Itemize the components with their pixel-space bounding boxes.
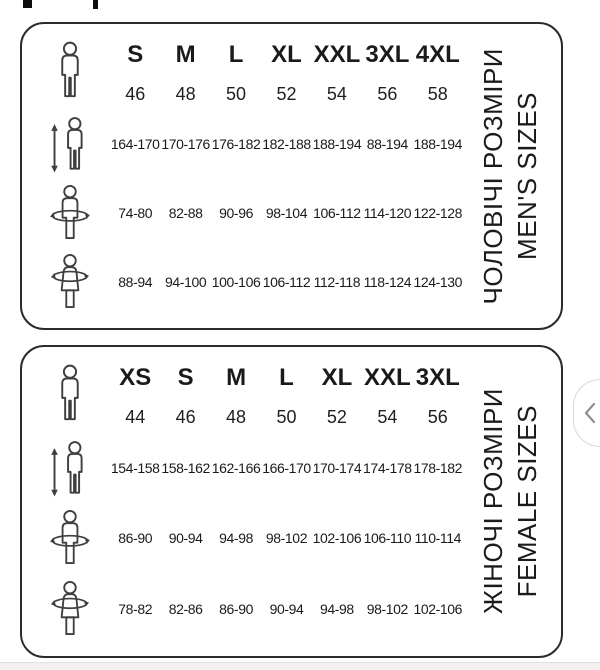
height-range-cell: 174-178 [363,460,412,477]
height-range-cell: 182-188 [262,136,311,153]
waist-range-cell: 110-114 [414,530,462,547]
mens-title-english: MEN'S SIZES [511,92,542,260]
hip-range-cell: 118-124 [363,273,412,290]
hip-range-cell: 106-112 [262,273,311,290]
size-label: S [177,364,194,391]
womens-size-table [22,347,463,656]
size-label: XXL [364,364,411,391]
size-number-cell: 56 [377,83,398,104]
hip-girth-icon [44,579,96,639]
waist-range-cell: 106-112 [313,204,361,221]
size-number-cell: 52 [276,83,297,104]
size-number-cell: 58 [427,83,448,104]
height-range-cell: 170-176 [161,136,210,153]
mens-size-table [22,24,463,328]
waist-range-cell: 90-96 [219,204,253,221]
size-label: 4XL [415,41,460,68]
womens-size-card [20,345,563,658]
hip-range-cell: 82-86 [168,600,203,617]
size-number-cell: 54 [326,83,347,104]
waist-range-cell: 102-106 [312,530,362,547]
waist-range-cell: 90-94 [168,530,203,547]
bottom-divider-bar [0,662,600,670]
waist-range-cell: 98-104 [265,204,308,221]
womens-title-english: FEMALE SIZES [511,405,542,598]
womens-title-ukrainian: ЖІНОЧІ РОЗМІРИ [477,388,508,615]
size-number-cell: 50 [226,83,247,104]
size-label: M [175,41,196,68]
height-range-cell: 188-194 [312,136,362,153]
cropped-text-fragment [23,0,32,8]
size-number-cell: 50 [276,406,297,427]
size-label: XS [119,364,152,391]
height-range-cell: 88-194 [366,136,408,153]
mens-title-ukrainian: ЧОЛОВІЧІ РОЗМІРИ [477,47,508,305]
person-icon [50,41,90,101]
height-range-cell: 164-170 [110,136,160,153]
waist-range-cell: 98-102 [265,530,308,547]
hip-range-cell: 102-106 [413,600,463,617]
height-icon [47,438,93,498]
height-range-cell: 176-182 [211,136,261,153]
hip-girth-icon [44,252,96,312]
hip-range-cell: 94-100 [165,273,207,290]
waist-range-cell: 74-80 [118,204,153,221]
mens-size-card [20,22,563,330]
size-label: 3XL [365,41,410,68]
waist-girth-icon [44,508,96,568]
hip-range-cell: 100-106 [211,273,261,290]
height-icon [47,114,93,174]
waist-range-cell: 114-120 [363,204,412,221]
size-number-cell: 48 [226,406,247,427]
carousel-prev-button[interactable] [573,379,600,447]
size-number-cell: 56 [427,406,448,427]
height-range-cell: 170-174 [312,460,362,477]
waist-range-cell: 86-90 [118,530,153,547]
size-number-cell: 44 [125,406,146,427]
size-number-cell: 48 [175,83,196,104]
waist-range-cell: 122-128 [413,204,463,221]
hip-range-cell: 112-118 [313,273,361,290]
waist-range-cell: 94-98 [219,530,253,547]
hip-range-cell: 88-94 [118,273,153,290]
height-range-cell: 154-158 [110,460,160,477]
mens-card-titles [463,24,561,328]
size-label: XL [321,364,353,391]
person-icon [50,364,90,424]
hip-range-cell: 124-130 [413,273,463,290]
chevron-left-icon [582,400,598,426]
size-number-cell: 52 [326,406,347,427]
height-range-cell: 166-170 [262,460,311,477]
size-label: M [226,364,247,391]
size-number-cell: 54 [377,406,398,427]
hip-range-cell: 86-90 [219,600,253,617]
size-label: L [279,364,294,391]
height-range-cell: 188-194 [413,136,463,153]
size-label: 3XL [415,364,460,391]
height-range-cell: 162-166 [211,460,261,477]
size-label: L [228,41,244,68]
waist-range-cell: 82-88 [168,204,203,221]
cropped-text-fragment [93,0,98,9]
womens-card-titles [463,347,561,656]
hip-range-cell: 94-98 [320,600,354,617]
size-label: XXL [313,41,361,68]
waist-range-cell: 106-110 [363,530,412,547]
hip-range-cell: 78-82 [118,600,153,617]
waist-girth-icon [44,183,96,243]
size-number-cell: 46 [175,406,196,427]
height-range-cell: 178-182 [413,460,463,477]
size-label: XL [271,41,302,68]
size-number-cell: 46 [125,83,146,104]
size-label: S [127,41,144,68]
hip-range-cell: 90-94 [269,600,304,617]
height-range-cell: 158-162 [161,460,210,477]
hip-range-cell: 98-102 [366,600,408,617]
